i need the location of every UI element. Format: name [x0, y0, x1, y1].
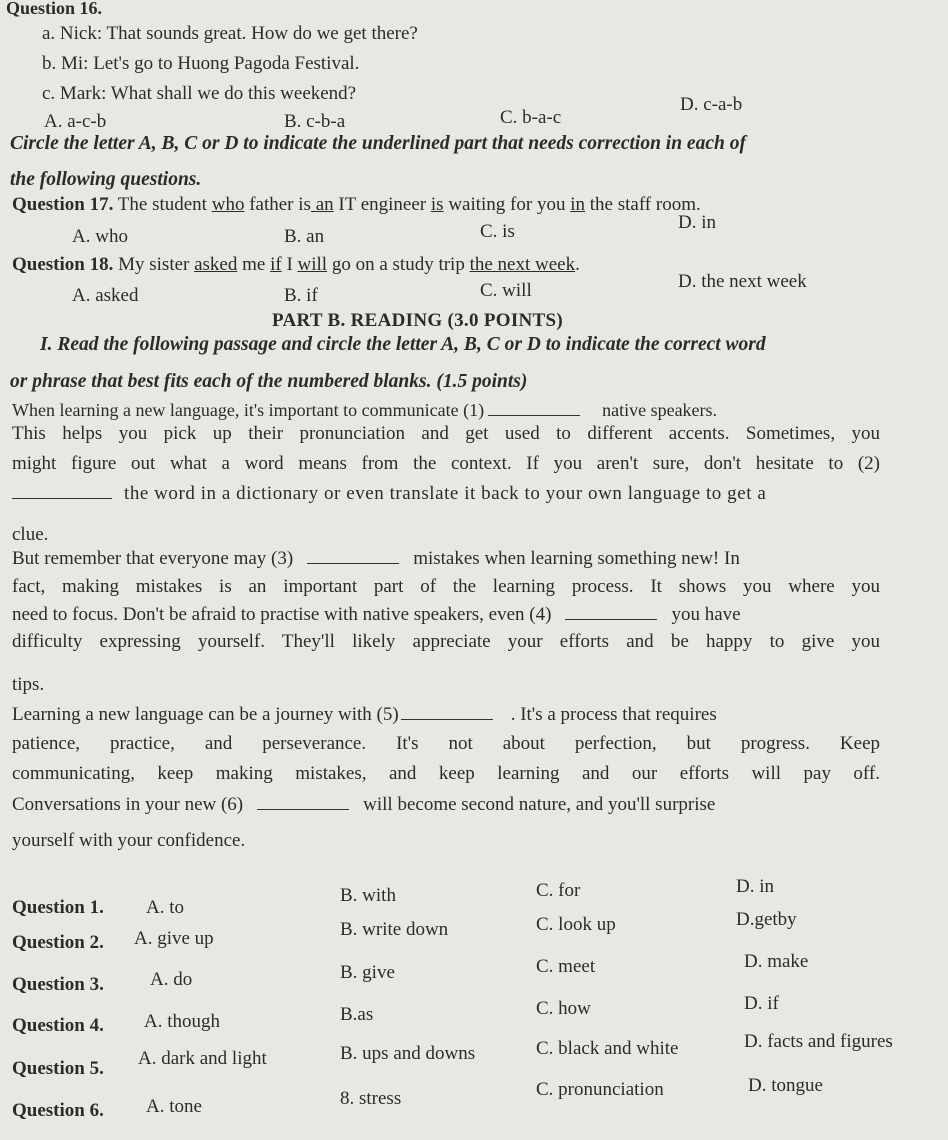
passage-text: Conversations in your new (6): [12, 794, 244, 815]
q18-underline-b: if: [270, 254, 282, 275]
question-6-option-b[interactable]: 8. stress: [340, 1088, 402, 1109]
passage-line: yourself with your confidence.: [12, 830, 246, 851]
q17-text: the staff room.: [585, 194, 701, 215]
q17-option-a[interactable]: A. who: [72, 226, 128, 247]
q17-text: The student: [117, 194, 212, 215]
q16-option-b[interactable]: B. c-b-a: [284, 111, 346, 132]
q18-sentence: [12, 253, 580, 277]
question-2-option-c[interactable]: C. look up: [536, 914, 616, 935]
passage-line: tips.: [12, 674, 45, 695]
passage-text: you have: [671, 604, 741, 625]
question-1-option-c[interactable]: C. for: [536, 880, 581, 901]
passage-line: communicating, keep making mistakes, and keep learning and our efforts will pay off.: [12, 763, 880, 784]
passage-text: need to focus. Don't be afraid to practise with native speakers, even (4): [12, 604, 552, 625]
question-1-option-d[interactable]: D. in: [736, 876, 774, 897]
reading-instruction-line2: or phrase that best fits each of the numbered blanks. (1.5 points): [10, 371, 528, 392]
question-1-option-b[interactable]: B. with: [340, 885, 396, 906]
q17-underline-a: who: [211, 194, 245, 215]
q17-underline-b: an: [310, 194, 334, 215]
q18-text: I: [281, 254, 298, 275]
question-4-option-b[interactable]: B.as: [340, 1004, 374, 1025]
passage-line: [12, 547, 740, 571]
passage-line: clue.: [12, 524, 49, 545]
q17-text: father is: [244, 194, 311, 215]
q16-line-a: a. Nick: That sounds great. How do we get there?: [42, 23, 418, 44]
q18-text: go on a study trip: [327, 254, 470, 275]
passage-text: the word in a dictionary or even translate it back to your own language to get a: [124, 483, 767, 504]
q18-underline-c: will: [297, 254, 328, 275]
blank-5[interactable]: [401, 705, 493, 720]
question-4-label: Question 4.: [12, 1015, 104, 1036]
q18-underline-a: asked: [194, 254, 238, 275]
question-3-option-d[interactable]: D. make: [744, 951, 809, 972]
passage-line: This helps you pick up their pronunciation and get used to different accents. Sometimes, you: [12, 423, 880, 444]
question-4-option-c[interactable]: C. how: [536, 998, 591, 1019]
passage-text: native speakers.: [602, 400, 718, 420]
passage-line: might figure out what a word means from the context. If you aren't sure, don't hesitate to (2): [12, 453, 880, 474]
q18-label: Question 18.: [12, 254, 114, 275]
passage-line: [12, 793, 715, 817]
q17-text: IT engineer: [333, 194, 431, 215]
error-instruction-line1: Circle the letter A, B, C or D to indicate the underlined part that needs correction in each of: [10, 133, 746, 154]
question-5-label: Question 5.: [12, 1058, 104, 1079]
blank-1[interactable]: [488, 401, 580, 416]
q17-underline-d: in: [570, 194, 585, 215]
q16-line-b: b. Mi: Let's go to Huong Pagoda Festival.: [42, 53, 360, 74]
passage-text: will become second nature, and you'll surprise: [363, 794, 716, 815]
passage-line: difficulty expressing yourself. They'll likely appreciate your efforts and be happy to give you: [12, 631, 880, 652]
q18-underline-d: the next week: [469, 254, 576, 275]
question-5-option-b[interactable]: B. ups and downs: [340, 1043, 476, 1064]
q18-option-d[interactable]: D. the next week: [678, 271, 807, 292]
question-3-option-b[interactable]: B. give: [340, 962, 395, 983]
passage-line: [12, 398, 717, 422]
q17-underline-c: is: [430, 194, 444, 215]
blank-3[interactable]: [307, 549, 399, 564]
passage-line: [12, 703, 717, 727]
q16-option-a[interactable]: A. a-c-b: [44, 111, 107, 132]
question-6-label: Question 6.: [12, 1100, 104, 1121]
question-2-label: Question 2.: [12, 932, 104, 953]
q17-sentence: [12, 193, 701, 217]
blank-6[interactable]: [257, 795, 349, 810]
q16-option-d[interactable]: D. c-a-b: [680, 94, 743, 115]
passage-line: [12, 603, 741, 627]
question-4-option-d[interactable]: D. if: [744, 993, 779, 1014]
reading-instruction-line1: I. Read the following passage and circle the letter A, B, C or D to indicate the correct word: [40, 334, 766, 355]
q18-option-b[interactable]: B. if: [284, 285, 318, 306]
question-5-option-a[interactable]: A. dark and light: [138, 1048, 267, 1069]
passage-text: When learning a new language, it's important to communicate (1): [12, 400, 485, 420]
question-3-option-a[interactable]: A. do: [150, 969, 193, 990]
q18-option-a[interactable]: A. asked: [72, 285, 139, 306]
q17-option-c[interactable]: C. is: [480, 221, 515, 242]
part-b-heading: PART B. READING (3.0 POINTS): [272, 310, 563, 331]
q16-title: Question 16.: [6, 0, 103, 18]
q16-line-c: c. Mark: What shall we do this weekend?: [42, 83, 357, 104]
q18-text: .: [575, 254, 580, 275]
q17-option-b[interactable]: B. an: [284, 226, 325, 247]
blank-4[interactable]: [565, 605, 657, 620]
question-1-label: Question 1.: [12, 897, 104, 918]
q17-label: Question 17.: [12, 194, 114, 215]
q17-text: waiting for you: [443, 194, 571, 215]
q18-text: My sister: [118, 254, 195, 275]
question-5-option-c[interactable]: C. black and white: [536, 1038, 679, 1059]
question-6-option-c[interactable]: C. pronunciation: [536, 1079, 664, 1100]
q18-option-c[interactable]: C. will: [480, 280, 532, 301]
question-6-option-d[interactable]: D. tongue: [748, 1075, 823, 1096]
passage-line: patience, practice, and perseverance. It's not about perfection, but progress. Keep: [12, 733, 880, 754]
question-2-option-b[interactable]: B. write down: [340, 919, 449, 940]
q18-text: me: [237, 254, 271, 275]
passage-text: mistakes when learning something new! In: [413, 548, 740, 569]
question-6-option-a[interactable]: A. tone: [146, 1096, 202, 1117]
passage-text: But remember that everyone may (3): [12, 548, 294, 569]
q17-option-d[interactable]: D. in: [678, 212, 716, 233]
error-instruction-line2: the following questions.: [10, 169, 202, 190]
passage-text: . It's a process that requires: [510, 704, 717, 725]
passage-line: fact, making mistakes is an important part of the learning process. It shows you where you: [12, 576, 880, 597]
question-5-option-d[interactable]: D. facts and figures: [744, 1031, 893, 1052]
blank-2[interactable]: [12, 484, 112, 499]
q16-option-c[interactable]: C. b-a-c: [500, 107, 562, 128]
passage-text: Learning a new language can be a journey with (5): [12, 704, 399, 725]
question-1-option-a[interactable]: A. to: [146, 897, 184, 918]
question-2-option-d[interactable]: D.getby: [736, 909, 797, 930]
passage-line: [12, 482, 880, 506]
question-3-option-c[interactable]: C. meet: [536, 956, 596, 977]
question-2-option-a[interactable]: A. give up: [134, 928, 214, 949]
question-4-option-a[interactable]: A. though: [144, 1011, 220, 1032]
question-3-label: Question 3.: [12, 974, 104, 995]
